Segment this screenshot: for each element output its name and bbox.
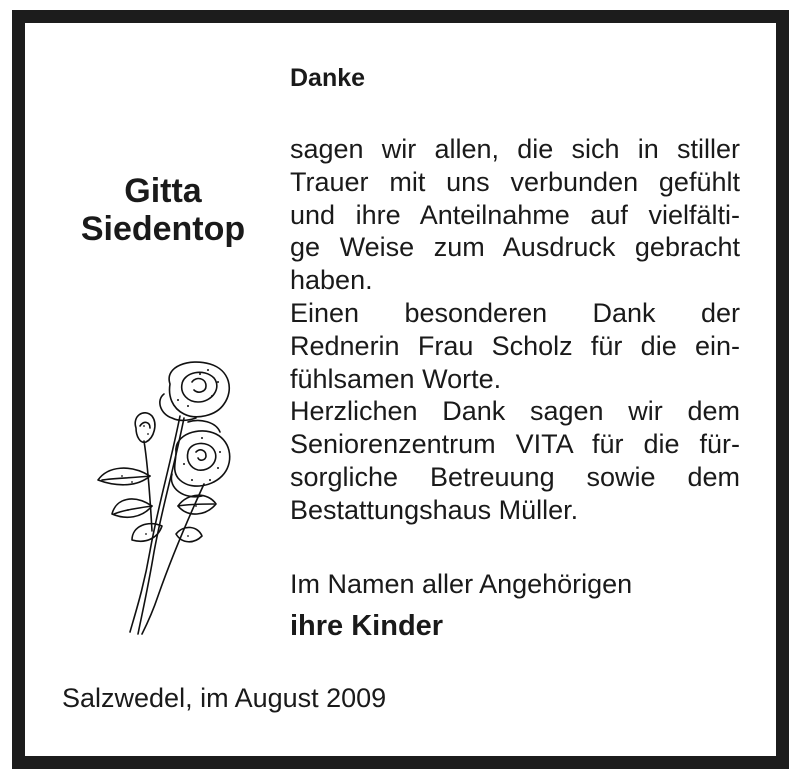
text-line: sorgliche Betreuung sowie dem	[290, 461, 740, 492]
text-line: sagen wir allen, die sich in stiller	[290, 134, 740, 164]
rose-illustration-icon	[92, 356, 242, 636]
text-line: und ihre Anteilnahme auf vielfälti-	[290, 199, 740, 230]
text-line: fühlsamen Worte.	[290, 363, 502, 394]
text-line: haben.	[290, 265, 373, 296]
signoff-text: Im Namen aller Angehörigen	[290, 569, 633, 599]
text-line: Trauer mit uns verbunden gefühlt	[290, 166, 740, 197]
place-date: Salzwedel, im August 2009	[62, 683, 387, 713]
text-line: Bestattungshaus Müller.	[290, 494, 579, 525]
text-line: Einen besonderen Dank der	[290, 297, 740, 328]
deceased-last-name: Siedentop	[80, 210, 246, 248]
text-line: Seniorenzentrum VITA für die für-	[290, 429, 740, 460]
text-line: ge Weise zum Ausdruck gebracht	[290, 232, 740, 263]
heading-danke: Danke	[290, 64, 366, 92]
text-line: Rednerin Frau Scholz für die ein-	[290, 330, 740, 361]
deceased-first-name: Gitta	[124, 172, 202, 210]
thank-you-text	[290, 133, 740, 527]
text-line: Herzlichen Dank sagen wir dem	[290, 396, 740, 427]
deceased-name	[60, 172, 266, 248]
signer-text: ihre Kinder	[290, 610, 444, 642]
